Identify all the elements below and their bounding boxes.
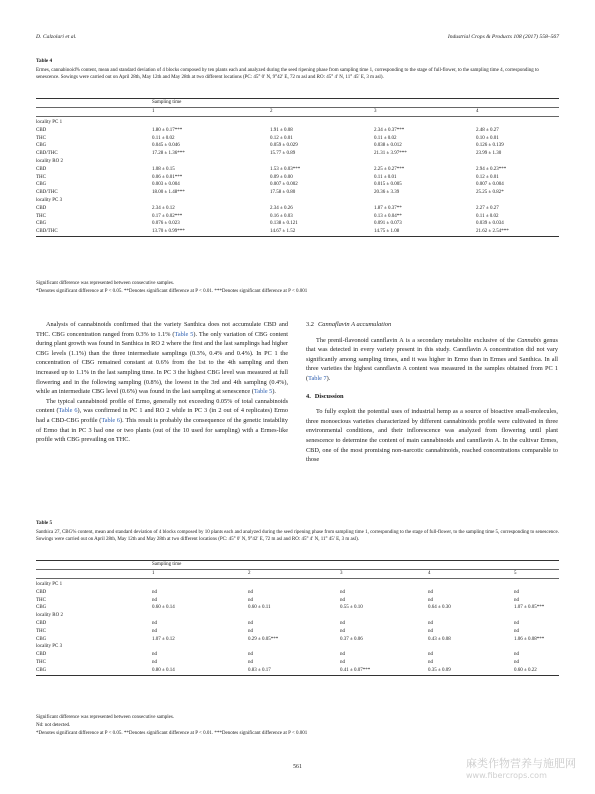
row-label: CBG (36, 605, 47, 611)
row-label: CBD (36, 621, 47, 627)
table-cell: 1.87 ± 0.37** (374, 205, 402, 211)
table-cell: 0.35 ± 0.09 (428, 667, 514, 675)
table-cell: 1.08 ± 0.15 (152, 166, 175, 172)
table-cell: 25.25 ± 0.82* (476, 190, 504, 196)
text-run: ). (326, 374, 331, 382)
text-run: ). The only variation of CBG content during plant growth was found in Santhica in RO 2 where the first and the last samplings had higher CBG levels (1.1%) than the three intermediate samplings (0.3%, 0.4% and 0.4%). In PC 1 the concentration of CBG remained constant at 0.6% from the 1st to the 4th sampling and then increased up to 1.1% in the last sampling time. In PC 3 the highest CBG level was measured at full flowering and in the following sampling (0.8%), the lowest in the 3rd and 4th sampling (0.4%), while an intermediate CBG level (0.6%) was found in the last sampling at senescence ( (36, 330, 289, 396)
locality-label: locality PC 3 (36, 198, 63, 204)
row-label: CBD (36, 205, 47, 211)
row-label: THC (36, 628, 46, 634)
table-cell: 0.038 ± 0.012 (374, 143, 402, 149)
table-cell: nd (152, 621, 157, 627)
locality-section-row (36, 581, 559, 589)
text-run: genus that was detected in every variety present in this study. Cannflavin A concentration did not vary significantly among sampling times, and it was higher in Ermo than in Ermes and Santhica. In all three varieties the highest cannflavin A content was measured in the samples obtained from PC 1 ( (306, 336, 558, 382)
paragraph-cbg-santhica (36, 320, 288, 397)
table-cell: 2.94 ± 0.23*** (476, 166, 507, 172)
table-cell: nd (428, 652, 433, 658)
text-run: ). This result is probably the consequence of the genetic instability of Ermo that in PC 3 had one or two plants (out of the 10 used for sampling) with a Ermes-like profile with CBG prevailing on THC. (36, 416, 288, 444)
sampling-time-column-header: 3 (340, 569, 428, 578)
table-row (36, 181, 559, 189)
table-cell: nd (152, 628, 157, 634)
table-row (36, 659, 559, 667)
table-cell: nd (514, 652, 519, 658)
row-label: CBG (36, 182, 47, 188)
text-run: ), was confirmed in PC 1 and RO 2 while in PC 3 (in 2 out of 4 replicates) Ermo had a CBD-CBG profile ( (36, 407, 288, 424)
table-row (36, 620, 559, 628)
table-cell: nd (248, 628, 253, 634)
section-number: 4. (306, 392, 311, 400)
row-label: CBD/THC (36, 151, 58, 157)
table-row (36, 220, 559, 228)
site-watermark (466, 758, 576, 782)
table-cell: nd (152, 597, 157, 603)
row-label: CBD (36, 166, 47, 172)
sampling-time-column-header: 2 (270, 107, 374, 116)
locality-label: locality PC 3 (36, 644, 63, 650)
table-4-caption (36, 58, 559, 81)
sampling-time-column-header: 4 (428, 569, 514, 578)
table-cell: 2.34 ± 0.26 (270, 205, 293, 211)
text-run: Analysis of cannabinoids confirmed that the variety Santhica does not accumulate CBD and THC. CBG concentration ranged from 0.3% to 1.1% ( (36, 321, 288, 338)
table-row (36, 174, 559, 182)
text-run: The typical cannabinoid profile of Ermo, generally not exceeding 0.05% of total cannabinoids content ( (36, 397, 288, 415)
table-header-cell (36, 99, 152, 108)
paragraph-ermo-profile (36, 397, 288, 445)
table-cell: 0.045 ± 0.046 (152, 143, 180, 149)
table-cell: 0.059 ± 0.029 (270, 143, 298, 149)
table-header-row (36, 107, 559, 116)
table-header-row (36, 569, 559, 578)
table-header-row (36, 561, 559, 570)
table-cell: nd (248, 660, 253, 666)
table-cell: 0.13 ± 0.04** (374, 213, 402, 219)
table-cell: 18.00 ± 1.48*** (152, 190, 185, 196)
table-row (36, 135, 559, 143)
row-label: THC (36, 597, 46, 603)
table-cell: 0.80 ± 0.14 (152, 667, 248, 675)
table-header-cell (36, 561, 152, 570)
table-cell: nd (248, 652, 253, 658)
running-head-authors: D. Calzolari et al. (36, 34, 77, 40)
right-column (306, 320, 558, 465)
locality-label: locality PC 1 (36, 120, 63, 126)
row-label: THC (36, 213, 46, 219)
table-cell: 0.12 ± 0.01 (270, 135, 293, 141)
table-cell: 14.67 ± 1.52 (270, 228, 374, 236)
table-cell: 21.31 ± 3.97*** (374, 151, 407, 157)
table-cell: 0.126 ± 0.139 (476, 143, 504, 149)
table-cell: nd (152, 652, 157, 658)
table-cell: 1.07 ± 0.05*** (514, 605, 545, 611)
table-cell: nd (248, 621, 253, 627)
table-cell: nd (428, 621, 433, 627)
sampling-time-column-header: 5 (514, 569, 559, 578)
table-cell: nd (340, 621, 345, 627)
table-cell: 0.076 ± 0.023 (152, 221, 180, 227)
table-cell: nd (428, 597, 433, 603)
table-5-link[interactable]: Table 5 (253, 388, 273, 396)
table-5-caption-text: Santhica 27, CBG% content, mean and standard deviation of 4 blocks composed by 10 plants each and analyzed during the seed ripening phase from sampling time 1, corresponding to the stage of full-flower, to the sampling time 5, corresponding to senescence. Sowings were carried out on April 28th, May 12th and May 28th at two different locations (PC: 45° 0′ N, 9°42′ E, 72 m asl and RO: 45° 4′ N, 11° 45′ E, 3 m asl). (36, 530, 559, 542)
sampling-time-column-header: 2 (248, 569, 340, 578)
table-cell: 0.16 ± 0.03 (270, 213, 293, 219)
sampling-time-header: Sampling time (152, 561, 559, 570)
table-cell: 1.80 ± 0.17*** (152, 127, 183, 133)
table-cell: 0.06 ± 0.01*** (152, 174, 183, 180)
table-cell: 0.64 ± 0.30 (428, 605, 451, 611)
section-title: Discussion (314, 392, 344, 400)
table-4-label: Table 4 (36, 58, 53, 64)
table-5-caption (36, 520, 559, 543)
table-cell: 1.07 ± 0.12 (152, 636, 175, 642)
table-header-cell (36, 107, 152, 116)
table-cell: 0.10 ± 0.01 (476, 135, 499, 141)
table-cell: 0.29 ± 0.05*** (248, 636, 279, 642)
table-cell: 0.41 ± 0.07*** (340, 667, 428, 675)
section-title: Cannaflavin A accumulation (318, 321, 392, 328)
row-label: CBD (36, 652, 47, 658)
table-cell: nd (340, 589, 345, 595)
table-cell: 0.17 ± 0.02*** (152, 213, 183, 219)
table-row (36, 205, 559, 213)
table-cell: 2.34 ± 0.37*** (374, 127, 405, 133)
genus-name: Cannabis (517, 336, 542, 344)
table-cell: 14.75 ± 1.08 (374, 228, 476, 236)
row-label: THC (36, 660, 46, 666)
table-cell: nd (340, 597, 345, 603)
table-cell: 0.11 ± 0.02 (476, 213, 499, 219)
table-cell: nd (428, 628, 433, 634)
locality-section-row (36, 158, 559, 166)
table-6-link[interactable]: Table 6 (58, 407, 78, 415)
table-row (36, 628, 559, 636)
table-7-link[interactable]: Table 7 (308, 374, 327, 382)
table-4 (36, 98, 559, 237)
table-5-label: Table 5 (36, 520, 53, 526)
row-label: CBG (36, 636, 47, 642)
section-heading-3-2 (306, 320, 558, 330)
table-cell: nd (514, 628, 519, 634)
row-label: CBD/THC (36, 190, 58, 196)
sampling-time-column-header: 4 (476, 107, 559, 116)
table-row (36, 228, 559, 236)
watermark-url: www.fibercrops.com (466, 771, 547, 780)
table-cell: 0.60 ± 0.22 (514, 667, 559, 675)
table-5 (36, 560, 559, 676)
row-label: CBD (36, 589, 47, 595)
section-heading-4 (306, 392, 558, 402)
table-4-notes (36, 280, 559, 296)
table-cell: 2.25 ± 0.27*** (374, 166, 405, 172)
locality-section-row (36, 612, 559, 620)
row-label: CBG (36, 221, 47, 227)
table-cell: 0.37 ± 0.06 (340, 636, 363, 642)
table-row (36, 150, 559, 158)
table-cell: 0.091 ± 0.073 (374, 221, 402, 227)
table-cell: 17.28 ± 1.36*** (152, 151, 185, 157)
table-cell: 1.53 ± 0.03*** (270, 166, 301, 172)
table-cell: nd (340, 628, 345, 634)
table-footnote: Significant difference was represented between consecutive samples. (36, 281, 175, 286)
table-cell: 0.11 ± 0.02 (374, 135, 397, 141)
table-row (36, 597, 559, 605)
table-cell: 0.138 ± 0.121 (270, 221, 298, 227)
table-cell: nd (428, 589, 433, 595)
locality-section-row (36, 197, 559, 205)
row-label: THC (36, 174, 46, 180)
table-row (36, 166, 559, 174)
table-cell: 2.34 ± 0.12 (152, 205, 175, 211)
table-cell: nd (152, 589, 157, 595)
table-cell: 0.09 ± 0.00 (270, 174, 293, 180)
table-footnote: *Denotes significant difference at P < 0.05. **Denotes significant difference at P < 0.01. ***Denotes significant difference at P < 0.001 (36, 731, 308, 736)
table-row (36, 651, 559, 659)
table-cell: nd (248, 589, 253, 595)
table-cell: 0.11 ± 0.01 (374, 174, 397, 180)
table-cell: 0.039 ± 0.034 (476, 221, 504, 227)
sampling-time-column-header: 1 (152, 569, 248, 578)
table-header-cell (36, 569, 152, 578)
table-cell: nd (514, 660, 519, 666)
table-row (36, 589, 559, 597)
table-row (36, 142, 559, 150)
table-footnote: *Denotes significant difference at P < 0.05. **Denotes significant difference at P < 0.01. ***Denotes significant difference at P < 0.001 (36, 289, 308, 294)
row-label: CBG (36, 143, 47, 149)
table-cell: 2.27 ± 0.27 (476, 205, 499, 211)
page-number: 561 (293, 764, 302, 770)
table-cell: 21.62 ± 2.54*** (476, 228, 559, 236)
table-cell: 0.007 ± 0.002 (270, 182, 298, 188)
table-cell: 0.11 ± 0.02 (152, 135, 175, 141)
locality-section-row (36, 643, 559, 651)
table-cell: 0.83 ± 0.17 (248, 667, 340, 675)
table-cell: nd (248, 597, 253, 603)
locality-label: locality PC 1 (36, 582, 63, 588)
text-run: ). (272, 388, 276, 396)
table-cell: nd (514, 589, 519, 595)
table-cell: 0.007 ± 0.004 (476, 182, 504, 188)
table-cell: nd (340, 652, 345, 658)
table-cell: 23.99 ± 1.30 (476, 151, 502, 157)
locality-label: locality RO 2 (36, 613, 63, 619)
table-footnote: Significant difference was represented between consecutive samples. (36, 715, 175, 720)
row-label: CBG (36, 667, 152, 675)
watermark-cn: 麻类作物营养与施肥网 (466, 757, 576, 770)
table-cell: 1.91 ± 0.08 (270, 127, 293, 133)
table-row (36, 636, 559, 644)
table-row (36, 189, 559, 197)
table-cell: 0.55 ± 0.10 (340, 605, 363, 611)
table-6-link[interactable]: Table 6 (101, 416, 121, 424)
table-cell: 13.70 ± 0.99*** (152, 228, 270, 236)
table-cell: 15.77 ± 0.89 (270, 151, 296, 157)
table-cell: nd (340, 660, 345, 666)
table-5-notes (36, 714, 559, 738)
row-label: CBD/THC (36, 228, 152, 236)
row-label: CBD (36, 127, 47, 133)
table-5-link[interactable]: Table 5 (174, 330, 194, 338)
locality-label: locality RO 2 (36, 159, 63, 165)
table-cell: 0.60 ± 0.11 (248, 605, 271, 611)
table-cell: nd (514, 621, 519, 627)
sampling-time-column-header: 3 (374, 107, 476, 116)
table-header-row (36, 99, 559, 108)
running-head (36, 34, 559, 44)
table-row (36, 213, 559, 221)
sampling-time-header: Sampling time (152, 99, 559, 108)
table-cell: 0.12 ± 0.01 (476, 174, 499, 180)
locality-section-row (36, 119, 559, 127)
left-column (36, 320, 288, 445)
table-cell: 20.36 ± 3.39 (374, 190, 400, 196)
table-row (36, 127, 559, 135)
table-cell: 2.48 ± 0.27 (476, 127, 499, 133)
section-number: 3.2 (306, 321, 314, 328)
sampling-time-column-header: 1 (152, 107, 270, 116)
table-cell: nd (152, 660, 157, 666)
table-cell: nd (514, 597, 519, 603)
text-run: The prenil-flavonoid cannflavin A is a secondary metabolite exclusive of the (316, 336, 518, 344)
table-cell: 0.43 ± 0.08 (428, 636, 451, 642)
row-label: THC (36, 135, 46, 141)
table-row (36, 604, 559, 612)
table-cell: 1.06 ± 0.08*** (514, 636, 545, 642)
table-cell: 0.015 ± 0.005 (374, 182, 402, 188)
table-row (36, 667, 559, 675)
paragraph-discussion: To fully exploit the potential uses of industrial hemp as a source of bioactive small-molecules, three monoecious varieties characterized by different cannabinoids profile were cultivated in three environmental conditions, and their inflorescence was analyzed from flowering until plant senescence to determine the content of main cannabinoids and cannflavin A. In the cultivar Ermes, CBD, one of the most promising non-narcotic cannabinoids, reached concentrations comparable to those (306, 408, 558, 464)
table-cell: 0.60 ± 0.14 (152, 605, 175, 611)
paragraph-cannflavin (306, 336, 558, 384)
table-cell: 0.003 ± 0.004 (152, 182, 180, 188)
table-footnote: Nd: not detected. (36, 723, 71, 728)
table-cell: 17.58 ± 0.80 (270, 190, 296, 196)
table-4-caption-text: Ermes, cannabinoid% content, mean and standard deviation of 4 blocks composed by ten plants each and analyzed during the seed ripening phase from sampling time 1, corresponding to the stage of full-flower, to the sampling time 4, corresponding to senescence. Sowings were carried out on April 28th, May 12th and May 28th at two different locations (PC: 45° 0′ N, 9°42′ E, 72 m asl and RO: 45° 4′ N, 11° 45′ E, 3 m asl). (36, 68, 539, 80)
running-head-journal: Industrial Crops & Products 108 (2017) 558–567 (447, 34, 559, 40)
table-cell: nd (428, 660, 433, 666)
